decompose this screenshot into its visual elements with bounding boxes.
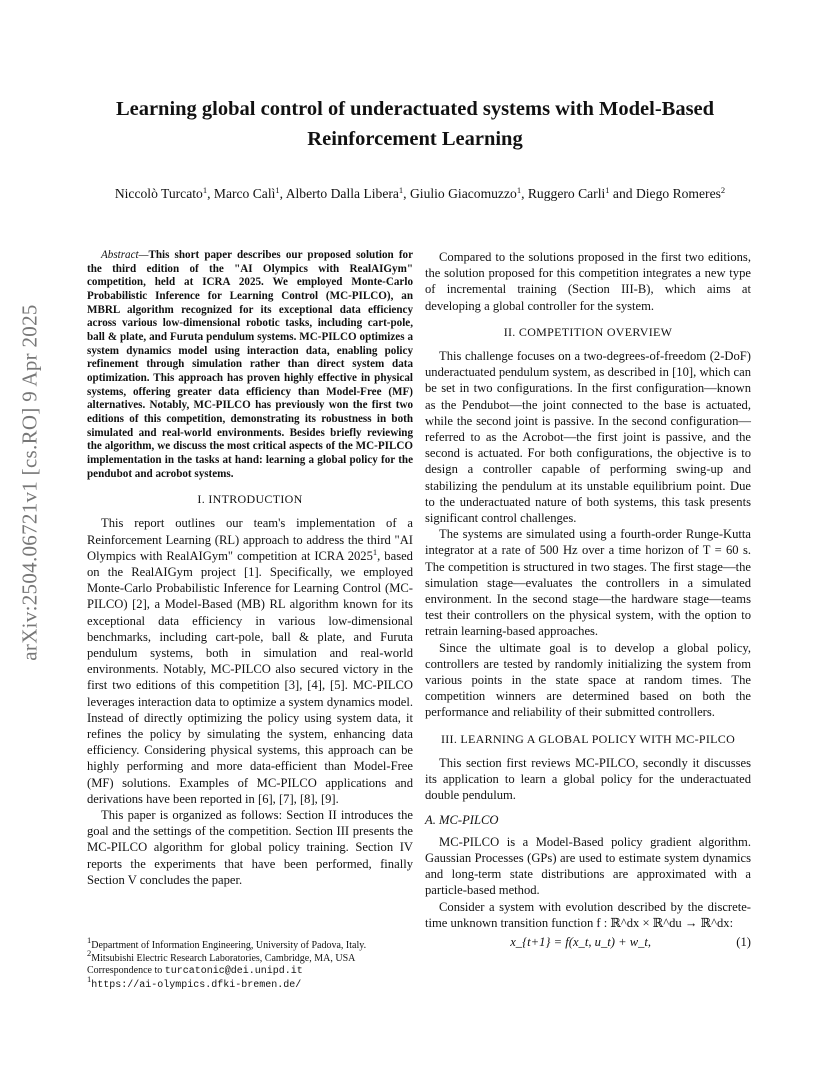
- competition-url-link[interactable]: https://ai-olympics.dfki-bremen.de/: [91, 979, 302, 991]
- intro-paragraph-2: This paper is organized as follows: Section II introduces the goal and the settings of the competition. Section III presents the MC-PILCO algorithm for global policy training. Section IV reports the experiments that have been performed, finally Section V concludes the paper.: [87, 808, 413, 887]
- arxiv-identifier: arXiv:2504.06721v1 [cs.RO] 9 Apr 2025: [17, 304, 42, 661]
- footnote-url: $^1$https://ai-olympics.dfki-bremen.de/: [87, 973, 302, 991]
- learning-paragraph-1: This section first reviews MC-PILCO, secondly it discusses its application to learn a global policy for the underactuated double pendulum.: [425, 755, 751, 803]
- title-line-2: Reinforcement Learning: [307, 128, 523, 150]
- abstract-text: This short paper describes our proposed solution for the third edition of the "AI Olympics with RealAIGym" competition, held at ICRA 2025. We employed Monte-Carlo Probabilistic Inference for Learning Control (MC-PILCO), an MBRL algorithm recognized for its exceptional data efficiency across various low-dimensional robotic tasks, including cart-pole, ball & plate, and Furuta pendulum systems. MC-PILCO optimizes a system dynamics model using interaction data, enabling policy refinement through simulation rather than direct system data optimization. This approach has proven highly effective in physical systems, offering greater data efficiency than Model-Free (MF) alternatives. Notably, MC-PILCO has previously won the first two editions of this competition, demonstrating its robustness in both simulated and real-world environments. Besides briefly reviewing the algorithm, we discuss the most critical aspects of the MC-PILCO implementation in the tasks at hand: learning a global policy for the pendubot and acrobot systems.: [87, 249, 413, 480]
- title-line-1: Learning global control of underactuated systems with Model-Based: [115, 98, 715, 120]
- affiliation-marker: 1: [398, 185, 404, 195]
- author-name: Marco Calì: [213, 186, 276, 201]
- author-name: Niccolò Turcato: [114, 186, 203, 201]
- footnote-correspondence: Correspondence to turcatonic@dei.unipd.it: [87, 965, 303, 978]
- equation-number: (1): [736, 934, 751, 949]
- footnotes: [87, 935, 413, 992]
- author-name: Ruggero Carli: [527, 186, 606, 201]
- left-column: [87, 249, 413, 888]
- competition-paragraph-2: The systems are simulated using a fourth-order Runge-Kutta integrator at a rate of 500 Hz over a time horizon of T = 60 s. The competition is structured in two stages. The first stage—the simulation stage—evaluates the controllers in a simulated environment. In the second stage—the hardware stage—teams test their controllers on the physical system, with the option to retrain learning-based approaches.: [425, 527, 751, 639]
- right-paragraph-1: Compared to the solutions proposed in the first two editions, the solution proposed for this competition integrates a new type of incremental training (Section III-B), which aims at developing a global controller for the system.: [425, 250, 751, 313]
- affiliation-marker: 2: [720, 185, 726, 195]
- equation-1: [425, 934, 751, 950]
- author-list: Niccolò Turcato$^1$, Marco Calì$^1$, Alberto Dalla Libera$^1$, Giulio Giacomuzzo$^1$, Ruggero Carli$^1$ and Diego Romeres$^2$: [114, 185, 726, 201]
- mcpilco-paragraph-1: MC-PILCO is a Model-Based policy gradient algorithm. Gaussian Processes (GPs) are used to estimate system dynamics and long-term state distributions are approximated with a particle-based method.: [425, 834, 751, 898]
- equation-expression: x_{t+1} = f(x_t, u_t) + w_t,: [510, 934, 652, 949]
- section-title-introduction: I. INTRODUCTION: [197, 492, 303, 507]
- affiliation-marker: 1: [202, 185, 208, 195]
- author-name: Diego Romeres: [635, 186, 721, 201]
- section-title-learning-global-policy: III. LEARNING A GLOBAL POLICY WITH MC-PILCO: [440, 731, 736, 746]
- affiliation-marker: 1: [516, 185, 522, 195]
- right-column: [425, 249, 751, 950]
- mcpilco-paragraph-2: Consider a system with evolution described by the discrete-time unknown transition function f : ℝ^dx × ℝ^du → ℝ^dx:: [425, 899, 751, 930]
- section-title-competition-overview: II. COMPETITION OVERVIEW: [503, 324, 673, 339]
- abstract: [87, 249, 413, 481]
- author-name: Alberto Dalla Libera: [285, 186, 399, 201]
- competition-paragraph-3: Since the ultimate goal is to develop a global policy, controllers are tested by randomly initializing the system from various points in the state space at random times. The competition winners are determined based on both the performance and reliability of their submitted controllers.: [425, 640, 751, 720]
- competition-paragraph-1: This challenge focuses on a two-degrees-of-freedom (2-DoF) underactuated pendulum system, as described in [10], which can be set in two configurations. In the first configuration—known as the Pendubot—the joint connected to the base is actuated, while the second joint is passive. In the second configuration—referred to as the Acrobot—the first joint is passive, and the second is actuated. For both configurations, the objective is to design a controller capable of performing swing-up and stabilizing the pendulum at its unstable equilibrium point. Due to the underactuated nature of both systems, this task presents significant control challenges.: [425, 349, 751, 526]
- footnote-affiliation-2: $^2$Mitsubishi Electric Research Laboratories, Cambridge, MA, USA: [87, 947, 356, 964]
- author-name: Giulio Giacomuzzo: [409, 186, 517, 201]
- affiliation-marker: 1: [275, 185, 280, 195]
- footnote-affiliation-1: $^1$Department of Information Engineering, University of Padova, Italy.: [87, 935, 367, 951]
- footnote-marker: 1: [372, 546, 378, 557]
- paper-title: [60, 94, 770, 154]
- abstract-label: Abstract—: [101, 249, 149, 261]
- subsection-title-mc-pilco: A. MC-PILCO: [425, 812, 499, 827]
- intro-paragraph-1: This report outlines our team's implementation of a Reinforcement Learning (RL) approach to address the third "AI Olympics with RealAIGym" competition at ICRA 2025$^1$, based on the RealAIGym project [1]. Specifically, we employed Monte-Carlo Probabilistic Inference for Learning Control (MC-PILCO) [2], a Model-Based (MB) RL algorithm known for its exceptional data efficiency in various low-dimensional benchmarks, including cart-pole, ball & plate, and Furuta pendulum systems, both in simulation and real-world environments. Notably, MC-PILCO also secured victory in the first two editions of this competition [3], [4], [5]. MC-PILCO leverages interaction data to optimize a system dynamics model. Instead of directly optimizing the policy using system data, it refines the policy by simulating the system, enhancing data efficiency. Considering physical systems, this approach can be highly performing and more data-efficient than Model-Free (MF) solutions. Examples of MC-PILCO applications and derivations have been reported in [6], [7], [8], [9].: [87, 516, 413, 806]
- affiliation-marker: 1: [605, 185, 610, 195]
- correspondence-email[interactable]: turcatonic@dei.unipd.it: [164, 966, 303, 978]
